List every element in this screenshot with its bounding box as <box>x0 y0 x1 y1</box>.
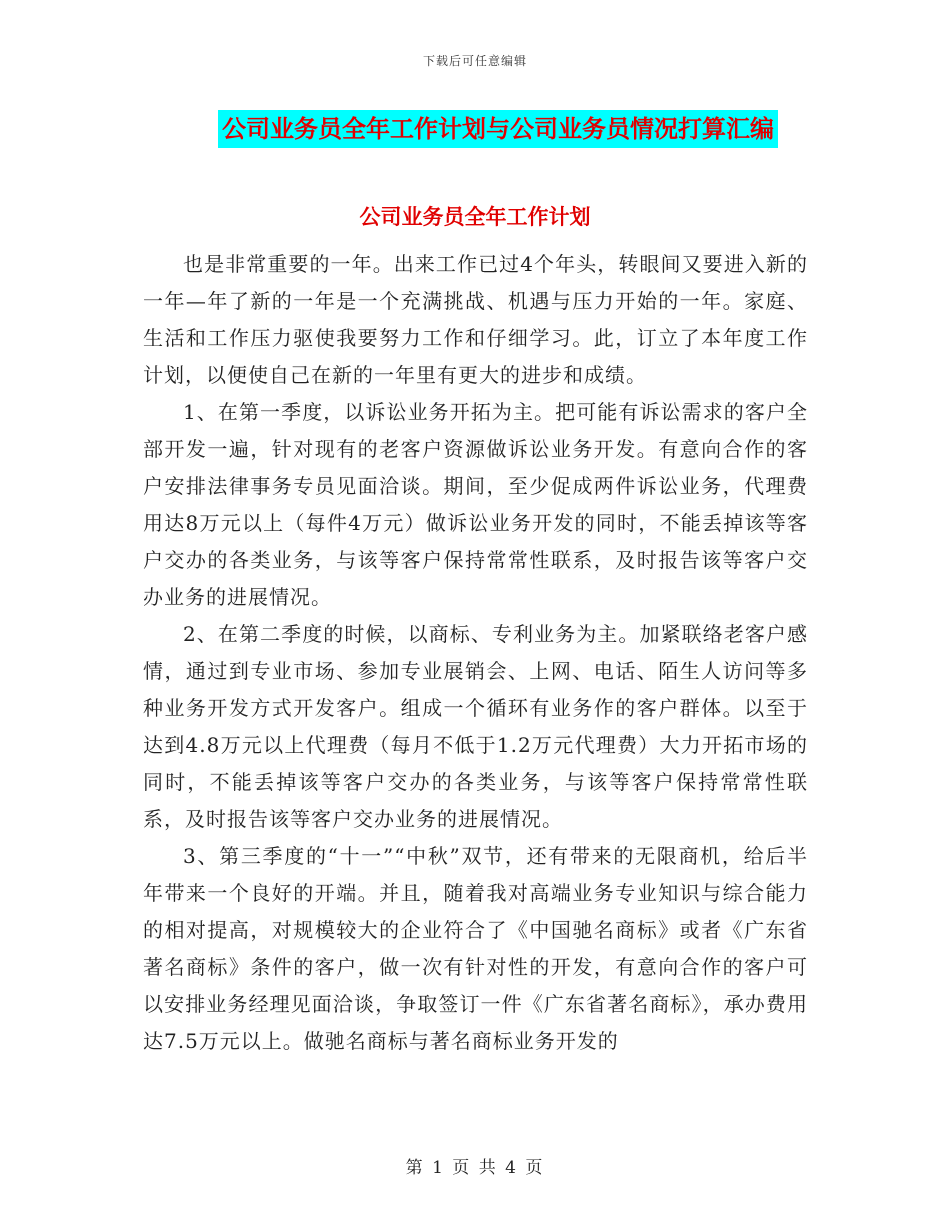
paragraph-q3: 3、第三季度的“十一”“中秋”双节，还有带来的无限商机，给后半年带来一个良好的开端。并且，随着我对高端业务专业知识与综合能力的相对提高，对规模较大的企业符合了《中国驰名商标》或者《广东省著名商标》条件的客户，做一次有针对性的开发，有意向合作的客户可以安排业务经理见面洽谈，争取签订一件《广东省著名商标》，承办费用达7.5万元以上。做驰名商标与著名商标业务开发的 <box>143 844 808 1053</box>
main-title-container <box>0 110 950 148</box>
paragraph-q1: 1、在第一季度，以诉讼业务开拓为主。把可能有诉讼需求的客户全部开发一遍，针对现有的老客户资源做诉讼业务开发。有意向合作的客户安排法律事务专员见面洽谈。期间，至少促成两件诉讼业务，代理费用达8万元以上（每件4万元）做诉讼业务开发的同时，不能丢掉该等客户交办的各类业务，与该等客户保持常常性联系，及时报告该等客户交办业务的进展情况。 <box>143 400 808 609</box>
page-header-note: 下载后可任意编辑 <box>422 54 527 68</box>
paragraph-intro: 也是非常重要的一年。出来工作已过4个年头，转眼间又要进入新的一年—年了新的一年是一个充满挑战、机遇与压力开始的一年。家庭、生活和工作压力驱使我要努力工作和仔细学习。此，订立了本年度工作计划，以便使自己在新的一年里有更大的进步和成绩。 <box>143 252 808 387</box>
section-title: 公司业务员全年工作计划 <box>359 205 591 229</box>
document-main-title: 公司业务员全年工作计划与公司业务员情况打算汇编 <box>218 110 778 148</box>
paragraph-q2: 2、在第二季度的时候，以商标、专利业务为主。加紧联络老客户感情，通过到专业市场、参加专业展销会、上网、电话、陌生人访问等多种业务开发方式开发客户。组成一个循环有业务作的客户群体。以至于达到4.8万元以上代理费（每月不低于1.2万元代理费）大力开拓市场的同时，不能丢掉该等客户交办的各类业务，与该等客户保持常常性联系，及时报告该等客户交办业务的进展情况。 <box>143 622 808 831</box>
page-number-footer: 第 1 页 共 4 页 <box>405 1158 545 1178</box>
document-body <box>143 246 808 1060</box>
